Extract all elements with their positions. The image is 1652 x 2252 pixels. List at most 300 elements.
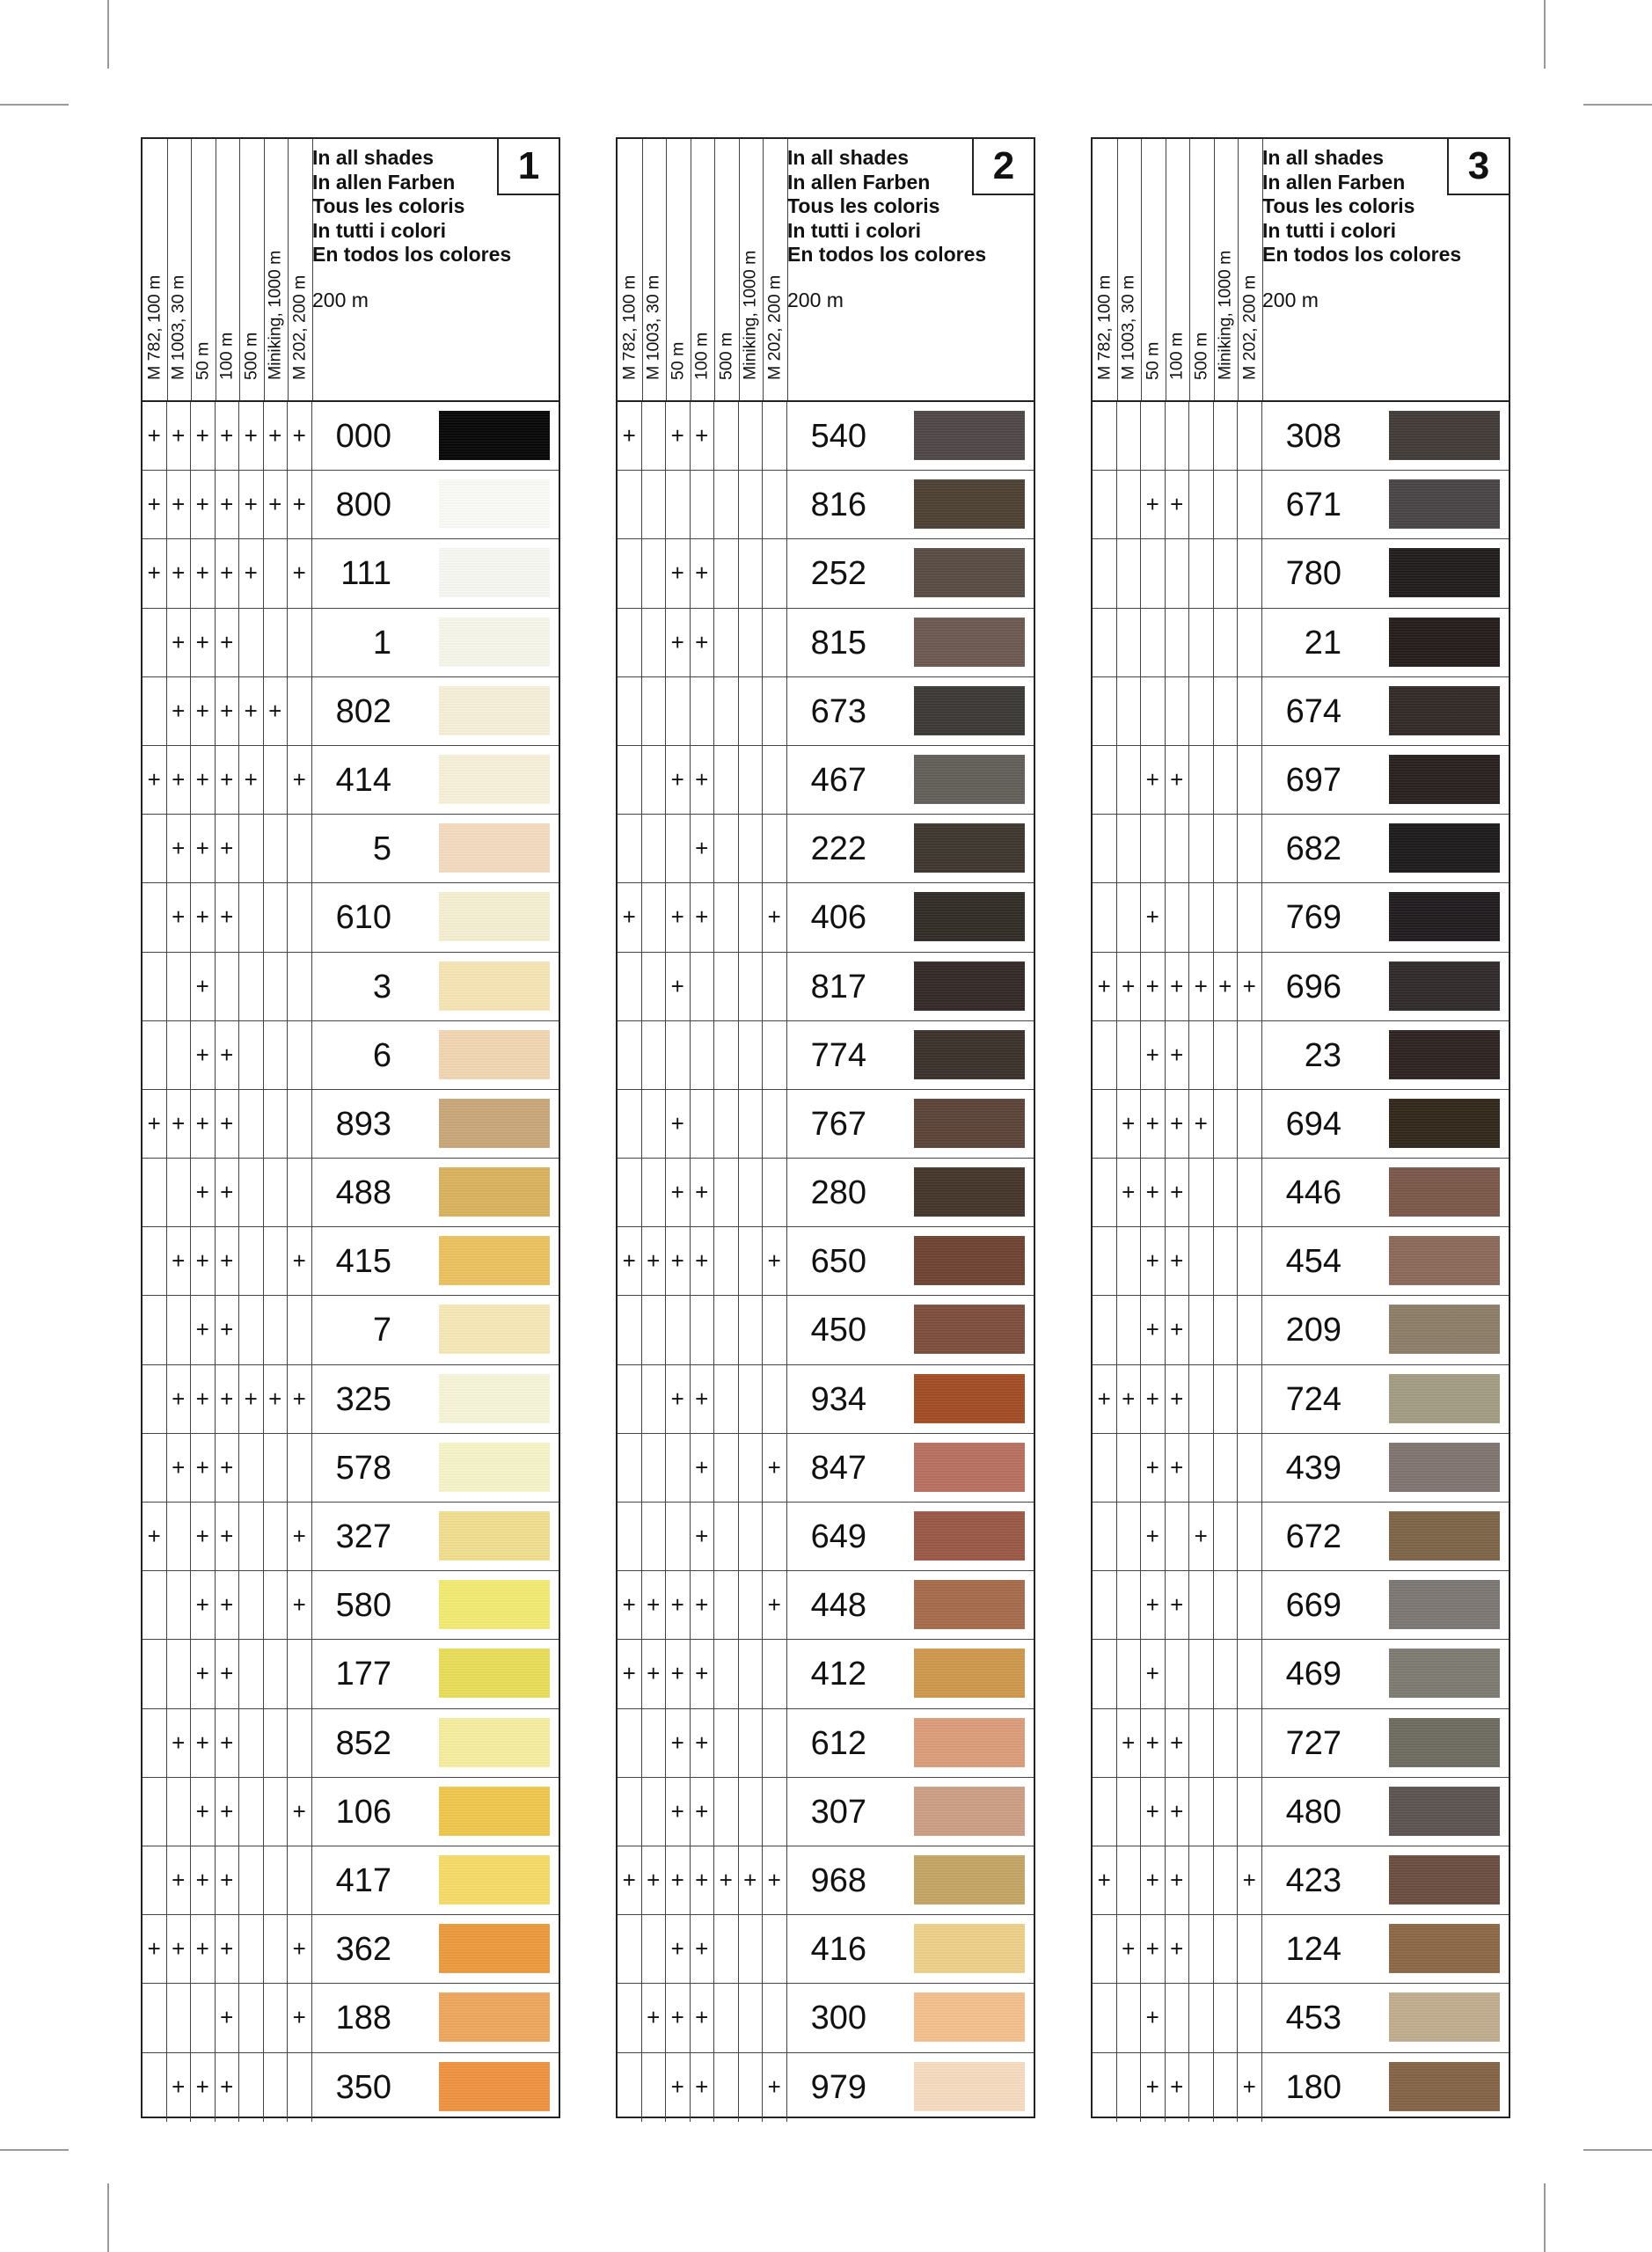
availability-mark [618,1296,642,1364]
availability-mark: + [1141,1503,1166,1570]
availability-mark: + [691,2053,715,2122]
availability-mark [739,677,764,745]
shade-row [618,1915,1034,1984]
availability-mark: + [239,746,264,814]
availability-mark [167,1503,192,1570]
availability-mark [264,815,289,882]
availability-mark: + [666,609,691,676]
availability-mark: + [642,1984,667,2051]
availability-mark [739,746,764,814]
shade-row [143,1571,559,1640]
crop-mark [1583,104,1652,106]
availability-mark: + [216,1778,240,1846]
panel-number: 1 [497,139,559,195]
availability-mark [1189,1709,1214,1777]
shade-row [1093,1846,1509,1915]
availability-mark: + [691,815,715,882]
availability-mark: + [763,2053,787,2122]
availability-mark [666,1503,691,1570]
column-header-label: 50 m [668,341,688,380]
availability-mark [1238,1296,1262,1364]
availability-mark [288,1709,312,1777]
availability-mark: + [216,1984,240,2051]
column-header-label: Miniking, 1000 m [265,250,285,380]
availability-mark [167,1640,192,1707]
availability-mark: + [167,1227,192,1295]
shades-line: En todos los colores [787,243,987,266]
availability-mark [642,746,667,814]
column-header-label: M 782, 100 m [619,274,640,380]
availability-mark: + [1166,1571,1190,1639]
availability-mark: + [191,1365,216,1433]
shade-card-panel-2 [616,137,1035,2118]
availability-mark [1238,471,1262,538]
availability-mark [1214,746,1239,814]
availability-mark [1117,1296,1142,1364]
shade-row [618,1021,1034,1090]
availability-mark [143,1434,167,1502]
column-header [666,139,691,400]
availability-mark: + [691,1640,715,1707]
availability-mark [739,1571,764,1639]
availability-mark [691,471,715,538]
shades-statement [312,146,511,267]
availability-mark: + [1189,953,1214,1020]
availability-mark [143,2053,167,2122]
availability-mark: + [216,815,240,882]
availability-mark: + [642,1571,667,1639]
availability-mark: + [1141,1640,1166,1707]
shade-code: 6 [372,1036,391,1074]
availability-mark: + [691,1709,715,1777]
availability-mark [264,609,289,676]
availability-mark [288,677,312,745]
availability-mark [714,1227,739,1295]
availability-mark: + [1189,1503,1214,1570]
availability-mark [1117,1021,1142,1089]
availability-mark [1093,1090,1117,1158]
availability-mark: + [1093,1846,1117,1914]
availability-mark: + [1141,1434,1166,1502]
availability-mark: + [666,1915,691,1983]
availability-mark [1214,1640,1239,1707]
shade-code: 769 [1285,899,1341,937]
availability-mark [1189,746,1214,814]
availability-mark: + [714,1846,739,1914]
shades-statement [1262,146,1461,267]
availability-mark: + [191,1227,216,1295]
availability-mark [1238,1159,1262,1226]
availability-mark [1214,1846,1239,1914]
shade-code: 106 [335,1793,391,1831]
availability-mark: + [691,539,715,607]
availability-mark: + [167,746,192,814]
availability-mark: + [216,1846,240,1914]
availability-mark: + [191,1571,216,1639]
availability-mark: + [618,402,642,470]
shade-code: 852 [335,1724,391,1762]
availability-mark: + [191,1709,216,1777]
availability-mark [143,1984,167,2051]
availability-mark [1189,1571,1214,1639]
availability-mark [642,1503,667,1570]
shades-line: In tutti i colori [1262,218,1397,242]
column-header [216,139,241,400]
color-swatch [1389,1580,1500,1629]
availability-mark [642,1090,667,1158]
color-swatch [914,892,1025,941]
availability-mark [264,1159,289,1226]
shade-code: 111 [340,555,391,593]
availability-mark: + [691,609,715,676]
availability-mark: + [1093,1365,1117,1433]
color-swatch [914,1443,1025,1492]
availability-mark: + [288,402,312,470]
availability-mark [691,677,715,745]
availability-mark [618,1503,642,1570]
availability-mark [167,1778,192,1846]
availability-mark: + [1166,746,1190,814]
availability-mark: + [618,1640,642,1707]
availability-mark: + [216,1571,240,1639]
availability-mark [1238,609,1262,676]
color-swatch [914,2062,1025,2111]
availability-mark [239,953,264,1020]
availability-mark [739,1227,764,1295]
shade-code: 416 [810,1931,866,1969]
availability-mark [763,1503,787,1570]
availability-mark [1093,1021,1117,1089]
shade-row [143,1434,559,1503]
availability-mark [264,1915,289,1983]
availability-mark [618,1915,642,1983]
shade-code: 188 [335,2000,391,2037]
availability-mark: + [1141,883,1166,951]
availability-mark: + [691,1503,715,1570]
shade-row [1093,471,1509,539]
availability-mark [1166,883,1190,951]
shade-code: 177 [335,1656,391,1693]
availability-mark [714,883,739,951]
shade-code: 697 [1285,761,1341,799]
availability-mark [1214,539,1239,607]
availability-mark [264,1227,289,1295]
shade-code: 423 [1285,1861,1341,1899]
shade-code: 682 [1285,830,1341,868]
crop-mark [0,104,69,106]
availability-mark [1093,1227,1117,1295]
availability-mark [264,1709,289,1777]
availability-mark [1166,677,1190,745]
availability-mark: + [1166,1778,1190,1846]
shade-row [143,677,559,746]
availability-mark [1189,1984,1214,2051]
shade-code: 540 [810,418,866,455]
availability-mark [666,471,691,538]
shade-row [143,539,559,608]
availability-mark: + [167,1915,192,1983]
availability-mark: + [1093,953,1117,1020]
color-swatch [439,961,550,1011]
availability-mark [288,2053,312,2122]
availability-mark [1093,402,1117,470]
color-swatch [439,686,550,735]
availability-mark: + [666,883,691,951]
shade-row [618,1571,1034,1640]
column-header [191,139,216,400]
color-swatch [1389,1855,1500,1905]
shade-code: 669 [1285,1587,1341,1625]
availability-mark: + [1238,953,1262,1020]
availability-mark [763,1778,787,1846]
availability-mark [1214,402,1239,470]
shade-card-panel-3 [1091,137,1510,2118]
color-swatch [1389,1787,1500,1836]
panel-header [1093,139,1509,402]
shade-code: 694 [1285,1105,1341,1143]
availability-mark [1093,815,1117,882]
availability-mark: + [1141,1296,1166,1364]
availability-mark: + [216,1090,240,1158]
panel-header [618,139,1034,402]
availability-mark [714,1090,739,1158]
shade-row [618,677,1034,746]
availability-mark [714,2053,739,2122]
availability-mark [167,1571,192,1639]
shades-line: In all shades [312,146,435,169]
shade-row [618,1984,1034,2052]
availability-mark: + [1117,1365,1142,1433]
column-header-label: M 782, 100 m [1094,274,1115,380]
availability-mark [714,1365,739,1433]
color-swatch [1389,1030,1500,1079]
availability-mark [1238,677,1262,745]
color-swatch [1389,961,1500,1011]
color-swatch [1389,411,1500,460]
availability-mark [1093,1296,1117,1364]
color-swatch [914,1580,1025,1629]
availability-mark [618,1434,642,1502]
availability-mark [143,1365,167,1433]
availability-mark: + [1141,1227,1166,1295]
color-swatch [914,1649,1025,1698]
shade-row [1093,1640,1509,1708]
availability-mark [216,953,240,1020]
availability-mark [288,1434,312,1502]
availability-mark: + [691,746,715,814]
availability-mark [714,1778,739,1846]
column-header [763,139,788,400]
availability-mark: + [191,2053,216,2122]
availability-mark: + [666,1227,691,1295]
availability-mark [143,953,167,1020]
availability-mark: + [143,1503,167,1570]
availability-mark: + [1238,2053,1262,2122]
availability-mark: + [239,677,264,745]
shades-line: Tous les coloris [312,194,465,217]
shade-code: 612 [810,1724,866,1762]
availability-mark [264,1984,289,2051]
availability-mark [1238,1984,1262,2051]
availability-mark: + [216,1709,240,1777]
availability-mark [666,1021,691,1089]
availability-mark [288,953,312,1020]
color-swatch [439,618,550,667]
availability-mark: + [666,1846,691,1914]
availability-mark [143,1159,167,1226]
shade-code: 222 [810,830,866,868]
availability-mark [739,1778,764,1846]
availability-mark [1141,677,1166,745]
availability-mark [763,1090,787,1158]
shades-line: In tutti i colori [312,218,447,242]
availability-mark [1117,1846,1142,1914]
availability-mark: + [618,1227,642,1295]
shade-code: 414 [335,761,391,799]
availability-mark [739,1503,764,1570]
shade-code: 362 [335,1931,391,1969]
availability-mark: + [191,609,216,676]
availability-mark [763,815,787,882]
color-swatch [1389,1992,1500,2042]
shades-line: In all shades [787,146,910,169]
shade-code: 893 [335,1105,391,1143]
availability-mark [1093,1984,1117,2051]
length-label: 200 m [312,289,369,311]
availability-mark: + [666,539,691,607]
availability-mark [1238,1365,1262,1433]
availability-mark [714,1503,739,1570]
shade-code: 350 [335,2068,391,2106]
shade-row [143,953,559,1021]
shade-code: 252 [810,555,866,593]
availability-mark [1093,1778,1117,1846]
shade-row [1093,1434,1509,1503]
availability-mark [1117,677,1142,745]
availability-mark [1117,1503,1142,1570]
availability-mark [1166,402,1190,470]
column-header [1093,139,1118,400]
availability-mark: + [191,1640,216,1707]
availability-mark [239,1090,264,1158]
availability-mark: + [763,1434,787,1502]
availability-mark [1093,1640,1117,1707]
panel-number: 2 [972,139,1034,195]
availability-mark [1238,1778,1262,1846]
color-swatch [1389,1924,1500,1973]
availability-mark [1214,1571,1239,1639]
shade-row [1093,953,1509,1021]
availability-mark: + [143,402,167,470]
availability-mark [691,1296,715,1364]
column-header-label: Miniking, 1000 m [1215,250,1235,380]
availability-mark: + [264,471,289,538]
color-swatch [439,1511,550,1561]
column-header-label: M 1003, 30 m [1118,274,1138,380]
shade-code: 578 [335,1449,391,1487]
column-header-label: 100 m [216,332,237,380]
availability-mark [239,2053,264,2122]
shade-code: 488 [335,1174,391,1212]
availability-mark [618,1984,642,2051]
shade-code: 968 [810,1861,866,1899]
shade-row [1093,1296,1509,1364]
availability-mark: + [191,883,216,951]
availability-mark: + [167,815,192,882]
availability-mark [739,1296,764,1364]
availability-mark [739,1021,764,1089]
shade-code: 3 [372,968,391,1005]
color-swatch [914,1718,1025,1767]
availability-mark [1093,746,1117,814]
shade-row [1093,402,1509,471]
availability-mark: + [642,1227,667,1295]
color-swatch [439,892,550,941]
availability-mark: + [216,471,240,538]
color-swatch [439,1924,550,1973]
availability-mark: + [691,1159,715,1226]
shade-row [143,1503,559,1571]
availability-mark [143,1227,167,1295]
availability-mark [264,1090,289,1158]
shade-code: 800 [335,486,391,524]
availability-mark: + [691,1984,715,2051]
availability-mark: + [763,1571,787,1639]
availability-mark: + [167,1846,192,1914]
availability-mark [618,471,642,538]
availability-mark: + [1141,1021,1166,1089]
color-swatch [914,755,1025,804]
availability-mark [739,471,764,538]
availability-mark [1117,609,1142,676]
crop-mark [1544,0,1546,69]
availability-mark [763,746,787,814]
availability-mark [714,1296,739,1364]
availability-mark [714,539,739,607]
column-header-label: M 782, 100 m [144,274,164,380]
availability-mark [1214,471,1239,538]
availability-mark [1238,1571,1262,1639]
availability-mark [1189,1640,1214,1707]
availability-mark: + [216,1915,240,1983]
column-header [1238,139,1263,400]
availability-mark: + [666,1984,691,2051]
color-swatch [439,1030,550,1079]
availability-mark [239,1227,264,1295]
color-swatch [914,1855,1025,1905]
shade-code: 847 [810,1449,866,1487]
availability-mark [288,609,312,676]
color-swatch [914,1374,1025,1423]
color-swatch [914,1787,1025,1836]
shade-card-panel-1 [141,137,560,2118]
availability-mark: + [1166,1915,1190,1983]
shades-statement [787,146,986,267]
availability-mark: + [1166,1709,1190,1777]
availability-mark [1214,677,1239,745]
availability-mark: + [167,1709,192,1777]
color-swatch [914,1030,1025,1079]
color-swatch [1389,1718,1500,1767]
availability-mark: + [1141,1846,1166,1914]
availability-mark [1214,2053,1239,2122]
color-swatch [439,1305,550,1354]
shade-row [1093,1503,1509,1571]
availability-mark [1166,1984,1190,2051]
shade-code: 580 [335,1587,391,1625]
availability-mark: + [216,1296,240,1364]
availability-mark [739,609,764,676]
